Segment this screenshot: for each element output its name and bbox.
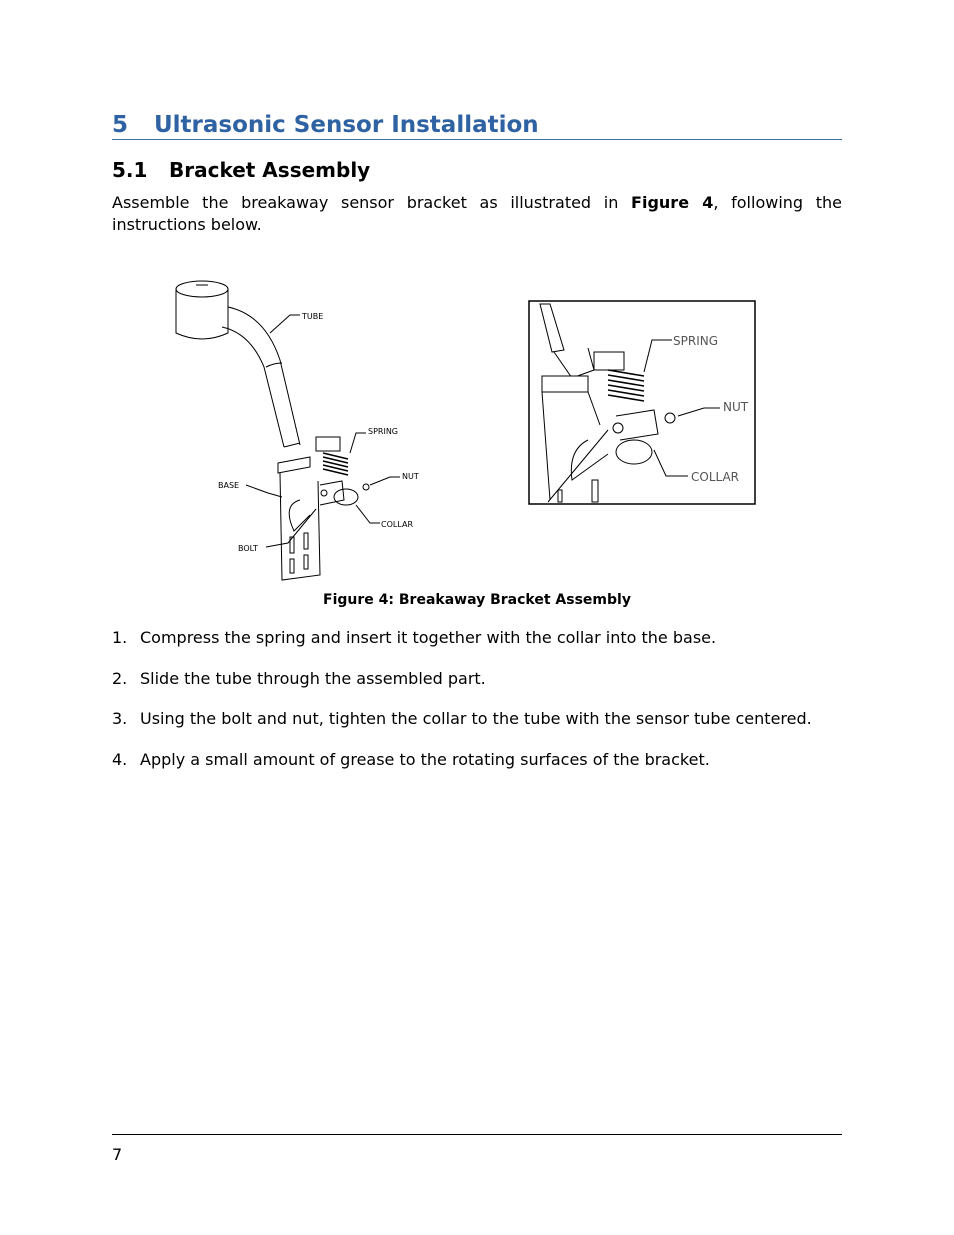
subsection-number: 5.1 xyxy=(112,158,148,182)
subsection-heading xyxy=(112,156,370,184)
list-item: 1. Compress the spring and insert it together with the collar into the base. xyxy=(112,628,717,647)
subsection-title: Bracket Assembly xyxy=(169,158,371,182)
label-tube: TUBE xyxy=(302,312,324,321)
section-number: 5 xyxy=(112,112,129,138)
footer-divider xyxy=(112,1134,842,1135)
section-heading xyxy=(112,110,842,140)
section-title: Ultrasonic Sensor Installation xyxy=(154,112,539,138)
label-spring: SPRING xyxy=(368,427,399,436)
instruction-list xyxy=(112,627,842,789)
list-item: 4. Apply a small amount of grease to the rotating surfaces of the bracket. xyxy=(112,749,710,769)
bracket-exploded-drawing xyxy=(170,275,440,585)
list-item: 3. Using the bolt and nut, tighten the collar to the tube with the sensor tube centered. xyxy=(112,709,812,728)
bracket-detail-drawing xyxy=(528,300,756,505)
label-base: BASE xyxy=(218,481,240,490)
page-number: 7 xyxy=(112,1145,123,1164)
intro-text-after: , following the instructions below. xyxy=(112,193,843,234)
detail-label-spring: SPRING xyxy=(673,334,719,348)
intro-paragraph xyxy=(112,192,842,236)
label-collar: COLLAR xyxy=(381,520,414,529)
detail-label-collar: COLLAR xyxy=(691,470,740,484)
label-nut: NUT xyxy=(402,472,419,481)
detail-label-nut: NUT xyxy=(723,400,749,414)
intro-text-before: Assemble the breakaway sensor bracket as illustrated in xyxy=(112,193,632,212)
label-bolt: BOLT xyxy=(238,544,258,553)
figure-caption: Figure 4: Breakaway Bracket Assembly xyxy=(323,592,631,608)
figure-reference: Figure 4 xyxy=(631,193,714,212)
list-item: 2. Slide the tube through the assembled part. xyxy=(112,668,486,688)
